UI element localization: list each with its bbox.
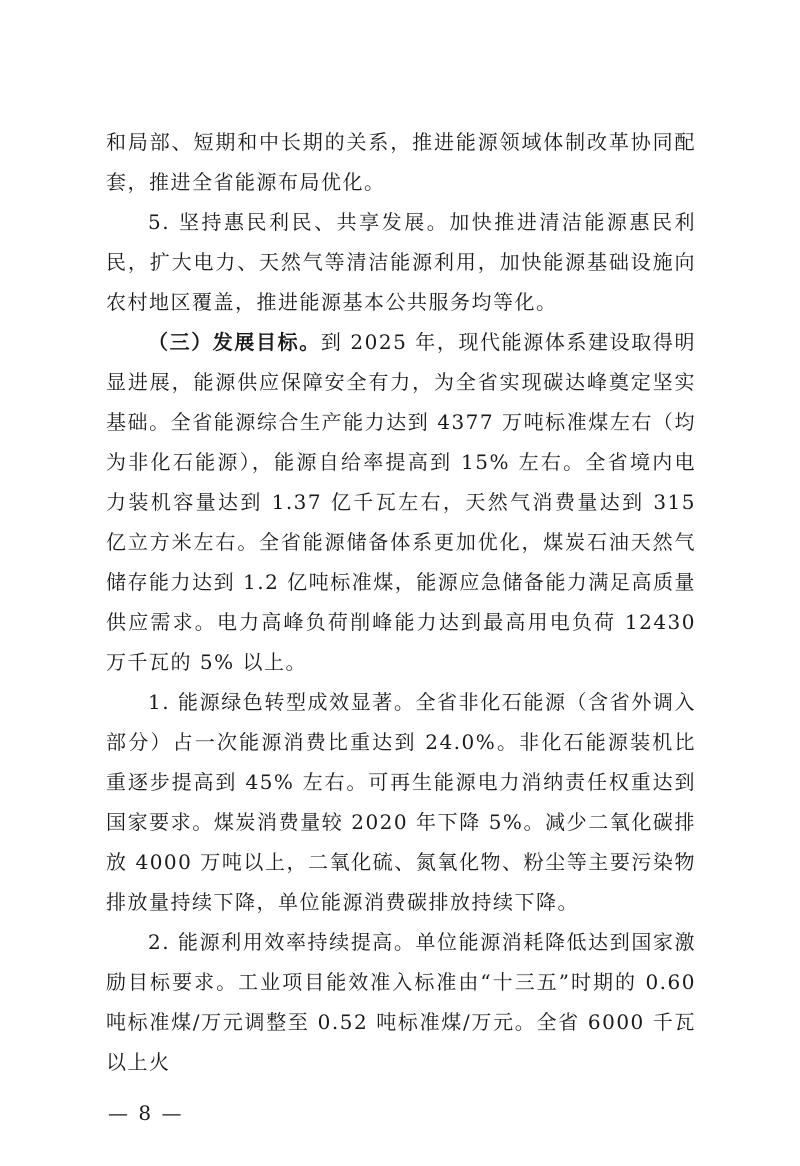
page-number: — 8 —	[108, 1101, 184, 1125]
paragraph-goal-2: 2. 能源利用效率持续提高。单位能源消耗降低达到国家激励目标要求。工业项目能效准入标准由“十三五”时期的 0.60 吨标准煤/万元调整至 0.52 吨标准煤/万元。全省 6000 千瓦以上火	[106, 930, 696, 1074]
paragraph-text: 到 2025 年，现代能源体系建设取得明显进展，能源供应保障安全有力，为全省实现碳达峰奠定坚实基础。全省能源综合生产能力达到 4377 万吨标准煤左右（均为非化石能源），能源自给率提高到 15% 左右。全省境内电力装机容量达到 1.37 亿千瓦左右，天然气消费量达到 315 亿立方米左右。全省能源储备体系更加优化，煤炭石油天然气储存能力达到 1.2 亿吨标准煤，能源应急储备能力满足高质量供应需求。电力高峰负荷削峰能力达到最高用电负荷 12430 万千瓦的 5% 以上。	[106, 330, 696, 674]
paragraph-goal-1: 1. 能源绿色转型成效显著。全省非化石能源（含省外调入部分）占一次能源消费比重达到 24.0%。非化石能源装机比重逐步提高到 45% 左右。可再生能源电力消纳责任权重达到国家要求。煤炭消费量较 2020 年下降 5%。减少二氧化碳排放 4000 万吨以上，二氧化硫、氮氧化物、粉尘等主要污染物排放量持续下降，单位能源消费碳排放持续下降。	[106, 690, 696, 914]
paragraph-development-goals	[106, 322, 696, 682]
paragraph-continuation: 和局部、短期和中长期的关系，推进能源领域体制改革协同配套，推进全省能源布局优化。	[106, 130, 696, 194]
body-text	[106, 122, 696, 1082]
section-heading: （三）发展目标。	[148, 330, 321, 354]
paragraph-principle-5: 5. 坚持惠民利民、共享发展。加快推进清洁能源惠民利民，扩大电力、天然气等清洁能源利用，加快能源基础设施向农村地区覆盖，推进能源基本公共服务均等化。	[106, 210, 696, 314]
